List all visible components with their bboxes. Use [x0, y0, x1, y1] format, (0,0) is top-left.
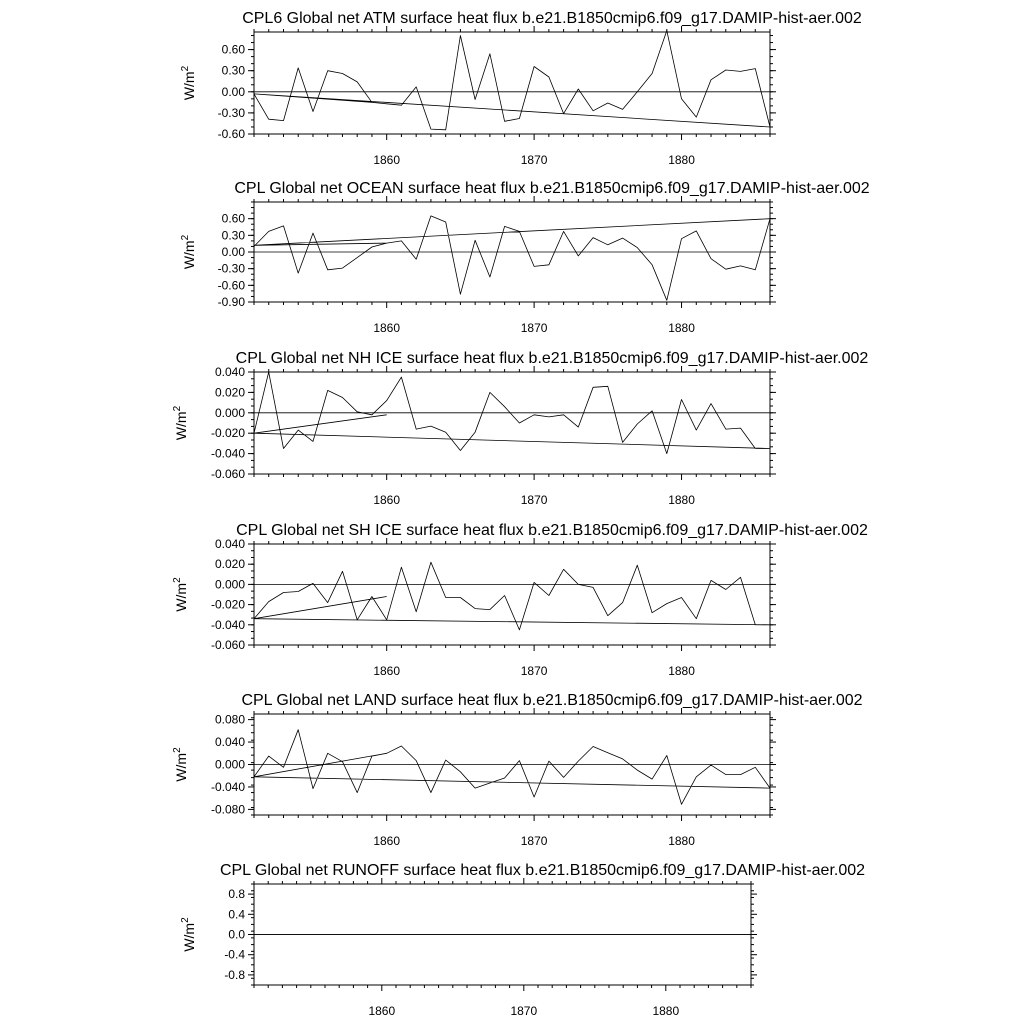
- y-tick-label: -0.4: [224, 947, 245, 962]
- series-line: [254, 730, 770, 805]
- x-tick-label: 1880: [668, 153, 695, 167]
- y-axis-label-exponent: 2: [180, 917, 191, 923]
- y-tick-label: 0.000: [214, 577, 245, 592]
- x-tick-label: 1880: [668, 664, 695, 678]
- x-tick-label: 1860: [373, 493, 401, 507]
- y-axis-label-unit: W/m: [181, 240, 197, 270]
- y-axis-label-unit: W/m: [181, 922, 197, 952]
- y-tick-label: 0.60: [221, 211, 245, 226]
- y-tick-label: -0.060: [210, 638, 245, 652]
- y-tick-label: 0.000: [214, 405, 245, 420]
- y-tick-label: 0.30: [221, 63, 245, 78]
- x-tick-label: 1870: [520, 321, 548, 335]
- y-tick-label: 0.30: [221, 228, 245, 243]
- x-tick-label: 1880: [668, 321, 695, 335]
- y-tick-label: 0.020: [214, 385, 245, 400]
- y-tick-label: -0.60: [217, 127, 245, 141]
- y-axis-label-unit: W/m: [173, 582, 189, 612]
- y-tick-label: 0.040: [214, 735, 245, 750]
- x-tick-label: 1860: [373, 321, 401, 335]
- y-axis-label-exponent: 2: [172, 577, 183, 583]
- y-tick-label: 0.040: [214, 537, 245, 551]
- plot-frame: [254, 32, 770, 134]
- chart-panel-6: [180, 862, 865, 1018]
- chart-title: CPL Global net LAND surface heat flux b.e21.B1850cmip6.f09_g17.DAMIP-hist-aer.002: [241, 692, 863, 709]
- x-tick-label: 1860: [373, 834, 401, 848]
- series-line: [254, 216, 770, 300]
- y-tick-label: 0.040: [214, 365, 245, 379]
- y-axis-label-unit: W/m: [181, 71, 197, 101]
- chart-title: CPL Global net NH ICE surface heat flux b.e21.B1850cmip6.f09_g17.DAMIP-hist-aer.002: [235, 350, 869, 367]
- x-tick-label: 1860: [373, 153, 401, 167]
- chart-title: CPL Global net OCEAN surface heat flux b.e21.B1850cmip6.f09_g17.DAMIP-hist-aer.002: [234, 180, 870, 197]
- y-tick-label: -0.040: [210, 779, 245, 794]
- chart-panel-5: [172, 692, 863, 848]
- x-tick-label: 1860: [368, 1004, 396, 1018]
- x-tick-label: 1880: [668, 493, 695, 507]
- y-axis-label: [180, 917, 197, 952]
- y-tick-label: 0.080: [214, 712, 245, 727]
- y-tick-label: 0.020: [214, 557, 245, 572]
- y-tick-label: -0.020: [210, 426, 245, 441]
- y-tick-label: -0.8: [224, 967, 245, 982]
- x-tick-label: 1860: [373, 664, 401, 678]
- chart-panel-2: [180, 180, 870, 335]
- y-tick-label: -0.60: [217, 278, 245, 293]
- y-tick-label: -0.30: [217, 105, 245, 120]
- y-tick-label: -0.30: [217, 261, 245, 276]
- series-line: [254, 31, 770, 130]
- y-axis-label-exponent: 2: [172, 405, 183, 412]
- x-tick-label: 1870: [510, 1004, 538, 1018]
- chart-title: CPL Global net RUNOFF surface heat flux b.e21.B1850cmip6.f09_g17.DAMIP-hist-aer.002: [219, 862, 866, 879]
- x-tick-label: 1880: [668, 834, 695, 848]
- x-tick-label: 1870: [520, 664, 548, 678]
- y-tick-label: 0.00: [221, 84, 245, 99]
- y-tick-label: 0.0: [228, 927, 245, 942]
- y-tick-label: -0.060: [210, 467, 245, 481]
- y-tick-label: -0.90: [217, 295, 245, 309]
- y-axis-label: [172, 747, 189, 782]
- y-tick-label: -0.020: [210, 597, 245, 612]
- chart-panel-4: [172, 522, 868, 678]
- y-tick-label: 0.00: [221, 245, 245, 259]
- series-line: [254, 562, 770, 630]
- x-tick-label: 1870: [520, 834, 548, 848]
- y-axis-label: [180, 65, 197, 100]
- y-axis-label: [172, 405, 189, 440]
- y-axis-label: [172, 577, 189, 612]
- y-axis-label-unit: W/m: [173, 411, 189, 441]
- y-tick-label: 0.60: [221, 42, 245, 57]
- y-axis-label-exponent: 2: [180, 65, 191, 72]
- y-axis-label-exponent: 2: [180, 234, 191, 241]
- chart-title: CPL6 Global net ATM surface heat flux b.e21.B1850cmip6.f09_g17.DAMIP-hist-aer.002: [242, 10, 862, 27]
- chart-panel-1: [180, 10, 862, 167]
- y-axis-label-exponent: 2: [172, 747, 183, 753]
- y-axis-label-unit: W/m: [173, 752, 189, 782]
- y-tick-label: 0.000: [214, 757, 245, 772]
- y-tick-label: 0.8: [228, 887, 245, 902]
- x-tick-label: 1870: [520, 153, 548, 167]
- y-tick-label: -0.040: [210, 617, 245, 632]
- y-axis-label: [180, 234, 197, 269]
- y-tick-label: 0.4: [228, 907, 245, 922]
- y-tick-label: -0.080: [210, 802, 245, 817]
- chart-title: CPL Global net SH ICE surface heat flux b.e21.B1850cmip6.f09_g17.DAMIP-hist-aer.002: [236, 522, 868, 539]
- x-tick-label: 1870: [520, 493, 548, 507]
- chart-panel-3: [172, 350, 868, 507]
- x-tick-label: 1880: [652, 1004, 680, 1018]
- y-tick-label: -0.040: [210, 446, 245, 461]
